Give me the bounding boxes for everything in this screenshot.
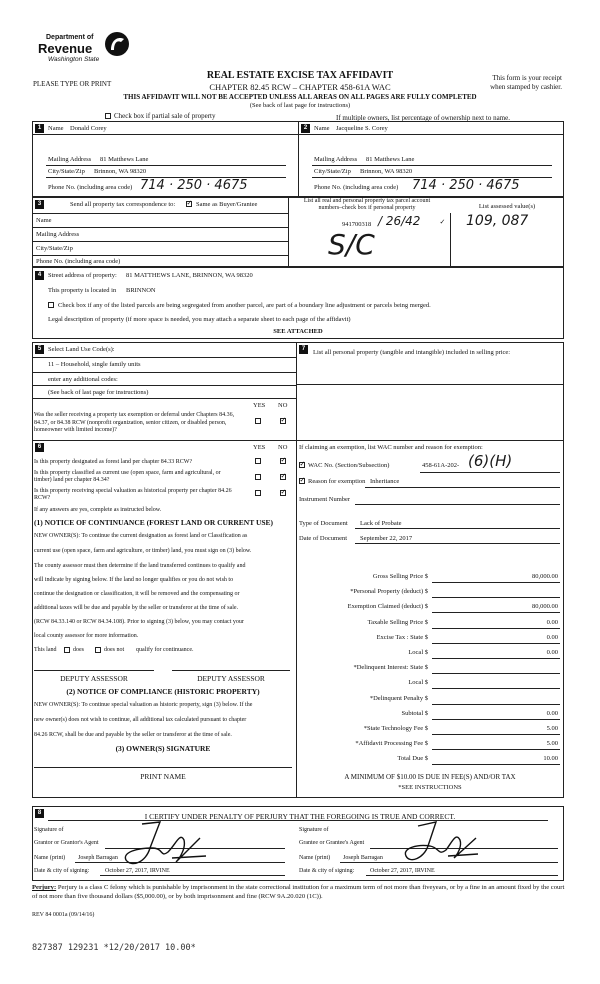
s5-no: NO — [278, 402, 288, 409]
same-as-buyer-checkbox[interactable] — [186, 201, 192, 207]
does-checkbox[interactable] — [64, 647, 70, 653]
wac-number[interactable]: 458-61A-202- — [422, 462, 460, 469]
print-note: PLEASE TYPE OR PRINT — [33, 80, 112, 88]
grantee-sig-label1: Signature of — [299, 827, 329, 833]
wac-label: WAC No. (Section/Subsection) — [308, 462, 390, 469]
partial-sale-checkbox[interactable] — [105, 113, 111, 119]
forest-land-question: Is this property designated as forest land per chapter 84.33 RCW? — [34, 459, 193, 465]
notice1-line: current use (open space, farm and agriculture, or timber) land, you must sign on (3) below. — [34, 548, 252, 554]
grantor-name[interactable]: Joseph Barragan — [78, 855, 118, 861]
wac-checkbox[interactable] — [299, 462, 305, 468]
notice1-line: additional taxes will be due and payable by the seller or transferor at the time of sale. — [34, 605, 239, 611]
tax-row-value[interactable]: 0.00 — [546, 649, 558, 656]
land-use-see-back: (See back of last page for instructions) — [48, 389, 149, 396]
segregated-label: Check box if any of the listed parcels are being segregated from another parcel, are part of a boundary line adjustment or parcels being merged. — [58, 302, 431, 309]
does-not-checkbox[interactable] — [95, 647, 101, 653]
tax-row-label: Local $ — [408, 649, 428, 656]
doc-date-label: Date of Document — [299, 535, 348, 542]
assessed-value[interactable]: 109, 087 — [466, 213, 529, 229]
tax-row-label: *State Technology Fee $ — [363, 725, 428, 732]
grantor-date[interactable]: October 27, 2017, IRVINE — [105, 868, 170, 874]
this-land-label: This land — [34, 647, 57, 653]
dor-logo — [38, 30, 133, 70]
current-use-yes-checkbox[interactable] — [255, 474, 261, 480]
historic-no-checkbox[interactable] — [280, 490, 286, 496]
tax-row-label: *Personal Property (deduct) $ — [350, 588, 428, 596]
certify-statement: I CERTIFY UNDER PENALTY OF PERJURY THAT THE FOREGOING IS TRUE AND CORRECT. — [144, 812, 456, 821]
tax-row-value[interactable]: 10.00 — [543, 755, 558, 763]
notice2-line: new owner(s) does not wish to continue, all additional tax calculated pursuant to chapter — [34, 717, 247, 723]
reason-label: Reason for exemption — [308, 478, 366, 485]
does-label: does — [73, 647, 84, 653]
assessed-header: List assessed value(s) — [478, 203, 536, 210]
segregated-checkbox[interactable] — [48, 302, 54, 308]
initials-sc: S/C — [328, 228, 375, 261]
parcel-number[interactable]: 941700318 — [342, 221, 372, 228]
personal-property-label: List all personal property (tangible and intangible) included in selling price: — [313, 349, 511, 356]
notice1-title: (1) NOTICE OF CONTINUANCE (FOREST LAND OR CURRENT USE) — [34, 518, 274, 527]
logo-line1: Department of — [46, 34, 94, 41]
grantee-signature — [400, 818, 480, 870]
buyer-phone-label: Phone No. (including area code) — [314, 184, 399, 191]
form-see-back: (See back of last page for instructions) — [249, 102, 351, 109]
seller-mailing[interactable]: 81 Matthews Lane — [100, 156, 149, 163]
reason-value[interactable]: Inheritance — [370, 478, 400, 485]
section-7-number: 7 — [299, 345, 308, 354]
instrument-label: Instrument Number — [299, 496, 351, 503]
buyer-mailing[interactable]: 81 Matthews Lane — [366, 156, 415, 163]
forest-no-checkbox[interactable] — [280, 458, 286, 464]
tax-row-value[interactable]: 5.00 — [546, 725, 558, 732]
see-instructions-note: *SEE INSTRUCTIONS — [398, 784, 462, 791]
s6-no: NO — [278, 444, 288, 451]
section-2-number: 2 — [301, 124, 310, 133]
section-1-number: 1 — [35, 124, 44, 133]
tax-row-label: Gross Selling Price $ — [372, 573, 428, 580]
grantor-sig-label1: Signature of — [34, 827, 64, 833]
historic-yes-checkbox[interactable] — [255, 490, 261, 496]
if-yes-note: If any answers are yes, complete as instructed below. — [34, 507, 162, 513]
buyer-mailing-label: Mailing Address — [314, 156, 358, 163]
section-6-number: 6 — [35, 443, 44, 452]
buyer-name-label: Name — [314, 125, 330, 132]
current-use-no-checkbox[interactable] — [280, 474, 286, 480]
tax-row-value[interactable]: 0.00 — [546, 633, 558, 641]
notice1-line: will indicate by signing below. If the land no longer qualifies or you do not wish to — [34, 577, 234, 583]
exemption-question: Was the seller receiving a property tax exemption or deferral under Chapters 84.36, 84.37, or 84.38 RCW (nonprofit organization, senior citizen, or disabled person, homeowner with limited income)? — [34, 412, 235, 433]
partial-sale-label: Check box if partial sale of property — [114, 112, 216, 120]
dor-logo-mark-icon — [104, 30, 130, 58]
grantee-date[interactable]: October 27, 2017, IRVINE — [370, 868, 435, 874]
exemption-claim-label: If claiming an exemption, list WAC number and reason for exemption: — [299, 444, 483, 451]
rev-number: REV 84 0001a (09/14/16) — [32, 912, 95, 918]
forest-yes-checkbox[interactable] — [255, 458, 261, 464]
deputy-assessor-1: DEPUTY ASSESSOR — [60, 674, 128, 683]
tax-row-label: Local $ — [408, 679, 428, 687]
send-correspondence-label: Send all property tax correspondence to: — [70, 201, 176, 208]
tax-row-value[interactable]: 0.00 — [546, 618, 558, 626]
tax-row-label: *Delinquent Penalty $ — [369, 694, 428, 702]
s3-name-label: Name — [36, 217, 52, 224]
notice1-line: NEW OWNER(S): To continue the current designation as forest land or Classification as — [34, 533, 248, 539]
notice1-line: The county assessor must then determine if the land transferred continues to qualify and — [34, 563, 246, 569]
qualify-label: qualify for continuance. — [136, 647, 194, 653]
logo-line2: Revenue — [38, 41, 93, 56]
print-name-label: PRINT NAME — [140, 772, 186, 781]
land-use-label: Select Land Use Code(s): — [48, 346, 115, 353]
section-8-number: 8 — [35, 809, 44, 818]
tax-row-value[interactable]: 5.00 — [546, 740, 558, 748]
parcel-handwritten: / 26/42 — [378, 214, 421, 228]
buyer-name[interactable]: Jacqueline S. Corey — [336, 125, 388, 132]
located-in[interactable]: BRINNON — [126, 287, 156, 294]
s3-city-label: City/State/Zip — [36, 245, 73, 252]
street-label: Street address of property: — [48, 272, 117, 279]
grantor-name-label: Name (print) — [34, 855, 66, 861]
tax-row-label: *Affidavit Processing Fee $ — [355, 740, 428, 748]
tax-row-value[interactable]: 80,000.00 — [532, 573, 558, 580]
s6-yes: YES — [253, 444, 266, 451]
tax-row-value[interactable]: 80,000.00 — [532, 603, 558, 611]
exemption-yes-checkbox[interactable] — [255, 418, 261, 424]
notice2-title: (2) NOTICE OF COMPLIANCE (HISTORIC PROPERTY) — [66, 687, 260, 696]
grantee-name[interactable]: Joseph Barragan — [343, 855, 383, 861]
perjury-bold: Perjury: — [32, 884, 57, 891]
street-address[interactable]: 81 MATTHEWS LANE, BRINNON, WA 98320 — [126, 272, 253, 279]
notice2-line: 84.26 RCW, shall be due and payable by the seller or transferor at the time of sale. — [34, 732, 232, 738]
multiple-owners-note: If multiple owners, list percentage of ownership next to name. — [336, 114, 510, 122]
form-warning: THIS AFFIDAVIT WILL NOT BE ACCEPTED UNLESS ALL AREAS ON ALL PAGES ARE FULLY COMPLETED — [123, 93, 477, 101]
seller-mailing-label: Mailing Address — [48, 156, 92, 163]
cashier-stamp: 827387 129231 *12/20/2017 10.00* — [32, 943, 196, 953]
grantor-signature — [120, 818, 210, 876]
located-label: This property is located in — [48, 287, 117, 294]
wac-handwritten: (6)(H) — [468, 452, 513, 470]
deputy-assessor-2: DEPUTY ASSESSOR — [197, 674, 265, 683]
tax-row-label: Taxable Selling Price $ — [367, 618, 428, 626]
grantor-sig-label2: Grantor or Grantor's Agent — [34, 840, 99, 846]
minimum-due-note: A MINIMUM OF $10.00 IS DUE IN FEE(S) AND/OR TAX — [344, 773, 516, 781]
parcel-header: List all real and personal property tax parcel account numbers–check box if personal property — [303, 198, 431, 211]
legal-label: Legal description of property (if more space is needed, you may attach a separate sheet to each page of the affidavit) — [48, 316, 351, 323]
perjury-text: Perjury is a class C felony which is punishable by imprisonment in the state correctional institution for a maximum term of not more than fiveyears, or by a fine in an amount fixed by the court of not more than five thousand dollars ($5,000.00), or by both imprisonment and fine (RCW 9A.20.020 (1C)). — [32, 884, 565, 900]
see-attached: SEE ATTACHED — [273, 328, 323, 335]
notice1-line: (RCW 84.33.140 or RCW 84.34.108). Prior to signing (3) below, you may contact your — [34, 619, 244, 625]
doc-type[interactable]: Lack of Probate — [360, 520, 402, 527]
grantee-date-label: Date & city of signing: — [299, 868, 355, 874]
tax-row-label: Subtotal $ — [401, 709, 428, 717]
notice2-line: NEW OWNER(S): To continue special valuation as historic property, sign (3) below. If the — [34, 702, 253, 708]
s3-mailing-label: Mailing Address — [36, 231, 80, 238]
current-use-question: Is this property classified as current use (open space, farm and agricultural, or timber) land per chapter 84.34? — [34, 470, 221, 483]
historic-question: Is this property receiving special valuation as historical property per chapter 84.26 RCW? — [34, 488, 232, 501]
seller-city[interactable]: Brinnon, WA 98320 — [94, 168, 147, 175]
grantee-name-label: Name (print) — [299, 855, 331, 861]
notice1-line: local county assessor for more information. — [34, 633, 139, 639]
form-title: REAL ESTATE EXCISE TAX AFFIDAVIT — [206, 70, 394, 81]
s3-phone-label: Phone No. (including area code) — [36, 258, 121, 265]
reason-checkbox[interactable] — [299, 478, 305, 484]
buyer-city[interactable]: Brinnon, WA 98320 — [360, 168, 413, 175]
tax-row-label: Exemption Claimed (deduct) $ — [347, 603, 428, 611]
doc-type-label: Type of Document — [299, 520, 348, 527]
tax-row-value[interactable]: 0.00 — [546, 709, 558, 717]
buyer-city-label: City/State/Zip — [314, 168, 351, 175]
seller-city-label: City/State/Zip — [48, 168, 85, 175]
grantee-sig-label2: Grantee or Grantee's Agent — [299, 840, 365, 846]
land-use-code[interactable]: 11 – Household, single family units — [48, 361, 141, 368]
exemption-no-checkbox[interactable] — [280, 418, 286, 424]
seller-phone[interactable]: 714 · 250 · 4675 — [140, 178, 248, 193]
logo-line3: Washington State — [48, 56, 100, 63]
owner-signature-title: (3) OWNER(S) SIGNATURE — [115, 744, 211, 753]
doc-date[interactable]: September 22, 2017 — [360, 535, 413, 542]
s5-yes: YES — [253, 402, 266, 409]
section-3-number: 3 — [35, 200, 44, 209]
tax-row-label: Excise Tax : State $ — [376, 633, 428, 641]
perjury-notice — [32, 884, 566, 901]
additional-codes-label: enter any additional codes: — [48, 376, 118, 383]
does-not-label: does not — [104, 647, 125, 653]
seller-name[interactable]: Donald Corey — [70, 125, 107, 132]
notice1-line: continue the designation or classification, it will be removed and the compensating or — [34, 591, 240, 597]
form-chapter: CHAPTER 82.45 RCW – CHAPTER 458-61A WAC — [209, 82, 391, 92]
seller-phone-label: Phone No. (including area code) — [48, 184, 133, 191]
tax-row-label: *Delinquent Interest: State $ — [353, 664, 428, 672]
section-5-number: 5 — [35, 345, 44, 354]
receipt-line1: This form is your receipt — [492, 74, 562, 82]
receipt-line2: when stamped by cashier. — [490, 83, 562, 91]
buyer-phone[interactable]: 714 · 250 · 4675 — [412, 178, 520, 193]
tax-row-label: Total Due $ — [397, 755, 428, 763]
section-4-number: 4 — [35, 271, 44, 280]
same-as-buyer-label: Same as Buyer/Grantee — [196, 201, 258, 208]
grantor-date-label: Date & city of signing: — [34, 868, 90, 874]
personal-property-checkbox[interactable] — [440, 221, 446, 227]
seller-name-label: Name — [48, 125, 64, 132]
